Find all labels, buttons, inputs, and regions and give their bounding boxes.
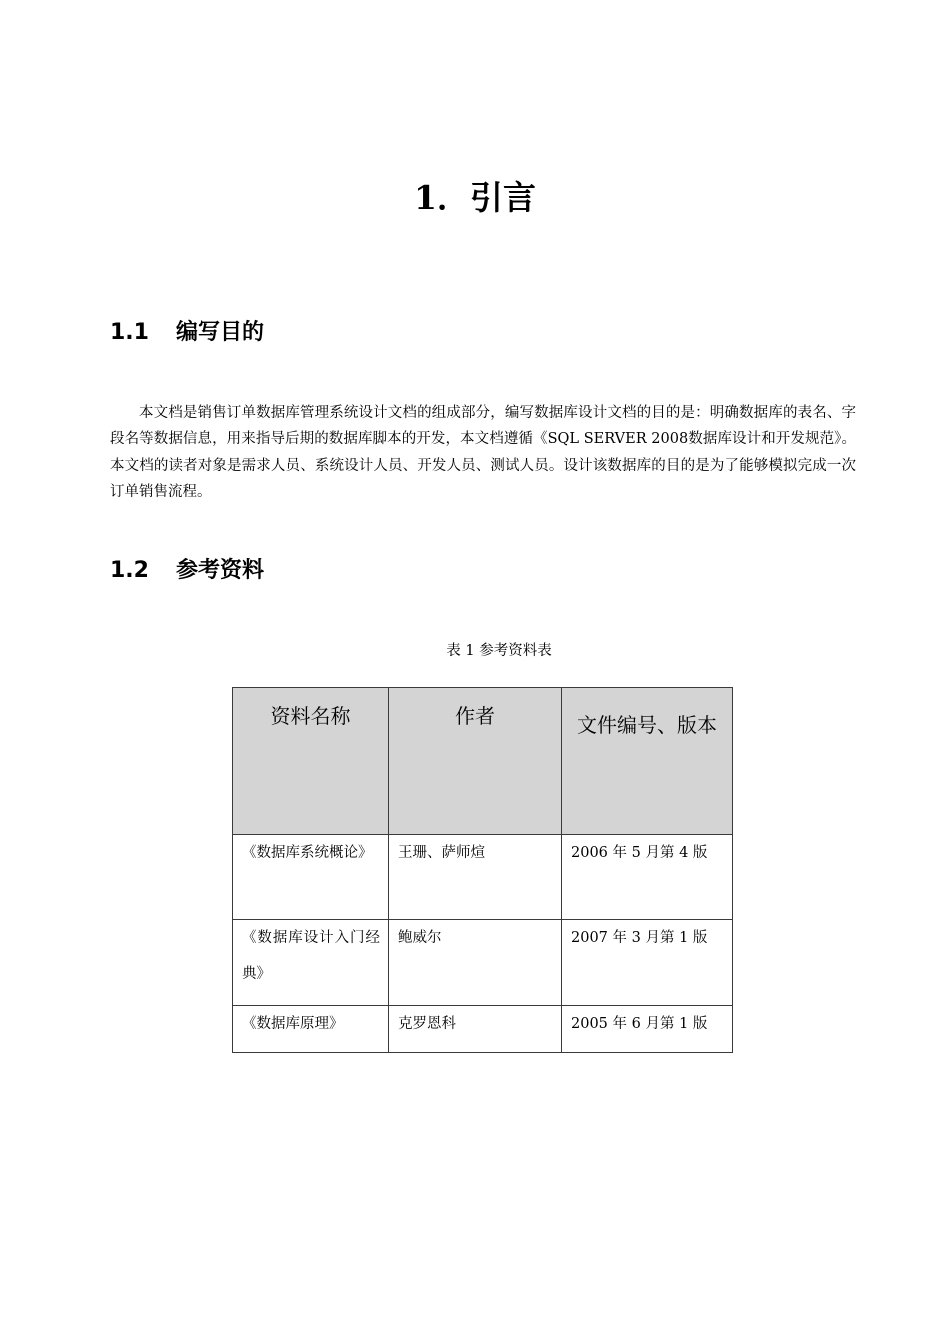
section-title: 编写目的 bbox=[176, 320, 265, 345]
table-cell-name: 《数据库设计入门经典》 bbox=[233, 920, 389, 1006]
table-header-row bbox=[233, 688, 733, 835]
table-cell-edition: 2007 年 3 月第 1 版 bbox=[562, 920, 733, 1006]
purpose-paragraph: 本文档是销售订单数据库管理系统设计文档的组成部分，编写数据库设计文档的目的是：明确数据库的表名、字段名等数据信息，用来指导后期的数据库脚本的开发，本文档遵循《SQL SERVER 2008数据库设计和开发规范》。本文档的读者对象是需求人员、系统设计人员、开发人员、测试人员。设计该数据库的目的是为了能够模拟完成一次订单销售流程。 bbox=[110, 405, 856, 500]
table-cell-author: 鲍威尔 bbox=[389, 920, 562, 1006]
table-cell-name: 《数据库原理》 bbox=[233, 1006, 389, 1053]
chapter-title: 1．引言 bbox=[414, 178, 536, 217]
section-heading-purpose bbox=[110, 318, 264, 348]
section-title: 参考资料 bbox=[176, 558, 265, 583]
section-heading-references bbox=[110, 556, 264, 586]
table-cell-author: 克罗恩科 bbox=[389, 1006, 562, 1053]
header-cell-name: 资料名称 bbox=[233, 688, 389, 835]
table-row bbox=[233, 1006, 733, 1053]
table-cell-name: 《数据库系统概论》 bbox=[233, 835, 389, 920]
section-number: 1.1 bbox=[110, 320, 149, 345]
header-cell-edition: 文件编号、版本 bbox=[562, 688, 733, 835]
section-number: 1.2 bbox=[110, 558, 149, 583]
table-caption: 表 1 参考资料表 bbox=[446, 643, 552, 659]
header-cell-author: 作者 bbox=[389, 688, 562, 835]
table-cell-edition: 2006 年 5 月第 4 版 bbox=[562, 835, 733, 920]
table-cell-edition: 2005 年 6 月第 1 版 bbox=[562, 1006, 733, 1053]
table-row bbox=[233, 835, 733, 920]
table-row bbox=[233, 920, 733, 1006]
reference-table bbox=[232, 687, 733, 1053]
table-cell-author: 王珊、萨师煊 bbox=[389, 835, 562, 920]
